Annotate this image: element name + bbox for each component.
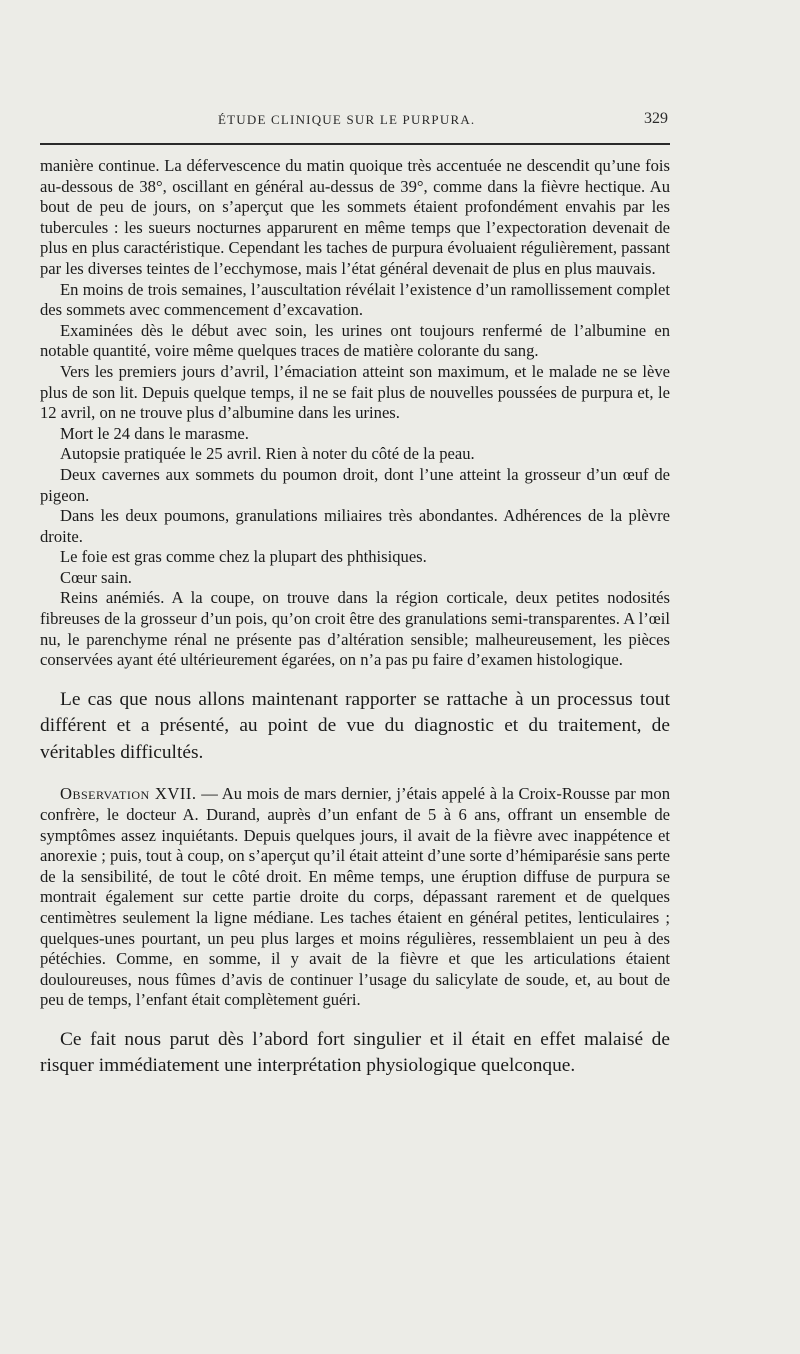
observation-paragraph <box>40 784 670 1011</box>
spacer <box>40 671 670 687</box>
paragraph: Dans les deux poumons, granulations miliaires très abondantes. Adhérences de la plèvre droite. <box>40 506 670 546</box>
spacer <box>40 766 670 784</box>
paragraph: Le foie est gras comme chez la plupart des phthisiques. <box>60 547 427 567</box>
paragraph: Deux cavernes aux sommets du poumon droit, dont l’une atteint la grosseur d’un œuf de pigeon. <box>40 464 670 505</box>
paragraph: En moins de trois semaines, l’auscultation révélait l’existence d’un ramollissement complet des sommets avec commencement d’excavation. <box>40 279 670 320</box>
paragraph: Reins anémiés. A la coupe, on trouve dans la région corticale, deux petites nodosités fibreuses de la grosseur d’un pois, qu’on croit être des granulations semi-transparentes. A l’œil nu, le parenchyme rénal ne présente pas d’altération sensible; malheureusement, les pièces conservées ayant été ultérieurement égarées, on n’a pas pu faire d’examen histologique. <box>40 588 670 670</box>
paragraph: Examinées dès le début avec soin, les urines ont toujours renfermé de l’albumine en notable quantité, voire même quelques traces de matière colorante du sang. <box>40 320 670 361</box>
paragraph: Mort le 24 dans le marasme. <box>60 423 249 443</box>
header-rule <box>40 143 670 145</box>
observation-label: Observation XVII. <box>60 784 197 804</box>
running-head: ÉTUDE CLINIQUE SUR LE PURPURA. <box>218 112 476 127</box>
spacer <box>40 1011 670 1027</box>
paragraph: Autopsie pratiquée le 25 avril. Rien à noter du côté de la peau. <box>60 444 475 464</box>
transition-paragraph: Le cas que nous allons maintenant rapporter se rattache à un processus tout différent et a présenté, au point de vue du diagnostic et du traitement, de véritables difficultés. <box>40 688 670 763</box>
body-text <box>40 156 670 1080</box>
page-number: 329 <box>644 110 668 127</box>
paragraph: Cœur sain. <box>60 567 132 587</box>
observation-text: — Au mois de mars dernier, j’étais appelé à la Croix-Rousse par mon confrère, le docteur A. Durand, auprès d’un enfant de 5 à 6 ans, offrant un ensemble de symptômes assez inquiétants. Depuis quelques jours, il avait de la fièvre avec inappétence et anorexie ; puis, tout à coup, on s’aperçut qu’il était atteint d’une sorte d’hémiparésie sans perte de la sensibilité, de tout le côté droit. En même temps, une éruption diffuse de purpura se montrait également sur cette partie droite du corps, dépassant rarement et de quelques centimètres seulement la ligne médiane. Les taches étaient en général petites, lenticulaires ; quelques-unes pourtant, un peu plus larges et moins régulières, ressemblaient un peu à des pétéchies. Comme, en somme, il y avait de la fièvre et que les articulations étaient douloureuses, nous fûmes d’avis de continuer l’usage du salicylate de soude, et, au bout de peu de temps, l’enfant était complètement guéri. <box>40 784 670 1010</box>
page-header <box>40 112 670 134</box>
paragraph: Vers les premiers jours d’avril, l’émaciation atteint son maximum, et le malade ne se lève plus de son lit. Depuis quelque temps, il ne se fait plus de nouvelles poussées de purpura et, le 12 avril, on ne trouve plus d’albumine dans les urines. <box>40 361 670 423</box>
closing-paragraph: Ce fait nous parut dès l’abord fort singulier et il était en effet malaisé de risquer immédiatement une interprétation physiologique quelconque. <box>40 1028 670 1077</box>
paragraph: manière continue. La défervescence du matin quoique très accentuée ne descendit qu’une fois au-dessous de 38°, oscillant en général au-dessus de 39°, comme dans la fièvre hectique. Au bout de peu de jours, on s’aperçut que les sommets étaient profondément envahis par les tubercules : les sueurs nocturnes apparurent en même temps que l’expectoration devenait de plus en plus caractéristique. Cependant les taches de purpura évoluaient régulièrement, passant par les diverses teintes de l’ecchymose, mais l’état général devenait de plus en plus mauvais. <box>40 156 670 278</box>
